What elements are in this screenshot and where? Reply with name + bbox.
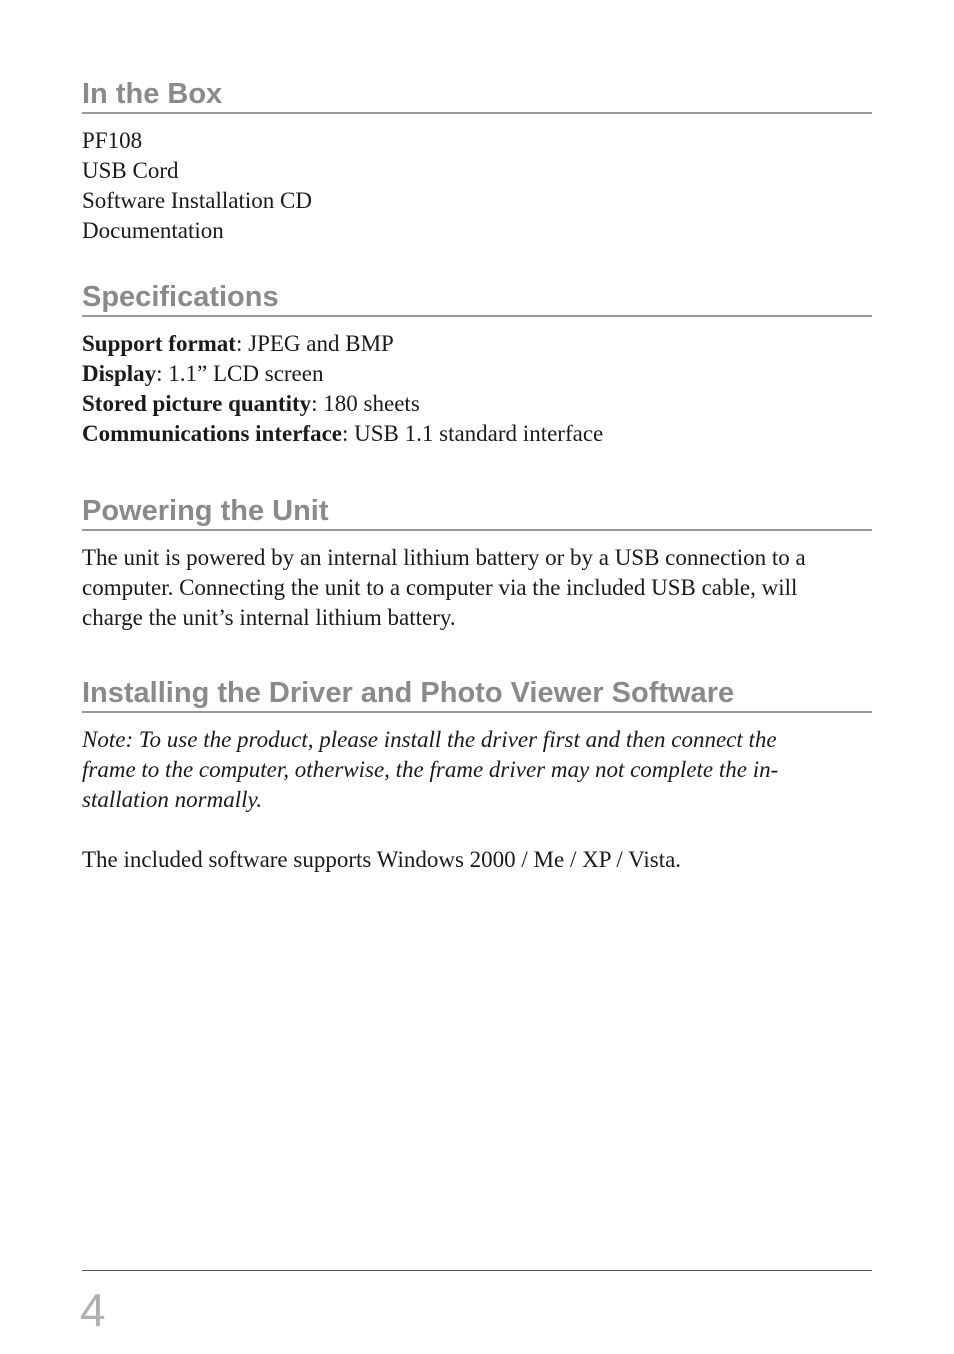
spec-row-communications [82,419,872,449]
paragraph-line: The unit is powered by an internal lithium battery or by a USB connection to a [82,545,806,570]
section-powering [82,493,872,633]
spec-list [82,329,872,449]
list-item: USB Cord [82,158,179,183]
spec-row-stored-pictures [82,389,872,419]
spec-row-support-format [82,329,872,359]
section-heading-powering: Powering the Unit [82,493,872,531]
os-support-text: The included software supports Windows 2000 / Me / XP / Vista. [82,847,682,872]
paragraph-line: charge the unit’s internal lithium battery. [82,605,456,630]
spec-value: : JPEG and BMP [235,331,394,356]
spec-label: Support format [82,331,236,356]
note-line: stallation normally. [82,787,263,812]
box-contents-list [82,126,872,246]
spec-label: Stored picture quantity [82,391,312,416]
section-heading-installing: Installing the Driver and Photo Viewer Software [82,675,872,713]
list-item: Documentation [82,218,224,243]
installation-note [82,725,872,815]
note-line: Note: To use the product, please install the driver first and then connect the [82,727,777,752]
powering-paragraph [82,543,872,633]
spec-label: Display [82,361,157,386]
spec-row-display [82,359,872,389]
spec-label: Communications interface [82,421,342,446]
note-line: frame to the computer, otherwise, the frame driver may not complete the in- [82,757,779,782]
spec-value: : USB 1.1 standard interface [342,421,604,446]
list-item: Software Installation CD [82,188,312,213]
section-heading-specifications: Specifications [82,279,872,317]
section-heading-in-the-box: In the Box [82,76,872,114]
section-installing [82,675,872,875]
list-item: PF108 [82,128,143,153]
footer-divider [82,1270,872,1271]
page-number: 4 [80,1284,106,1336]
spec-value: : 180 sheets [311,391,420,416]
section-specifications [82,279,872,449]
spec-value: : 1.1” LCD screen [156,361,324,386]
paragraph-line: computer. Connecting the unit to a computer via the included USB cable, will [82,575,798,600]
section-in-the-box [82,76,872,246]
